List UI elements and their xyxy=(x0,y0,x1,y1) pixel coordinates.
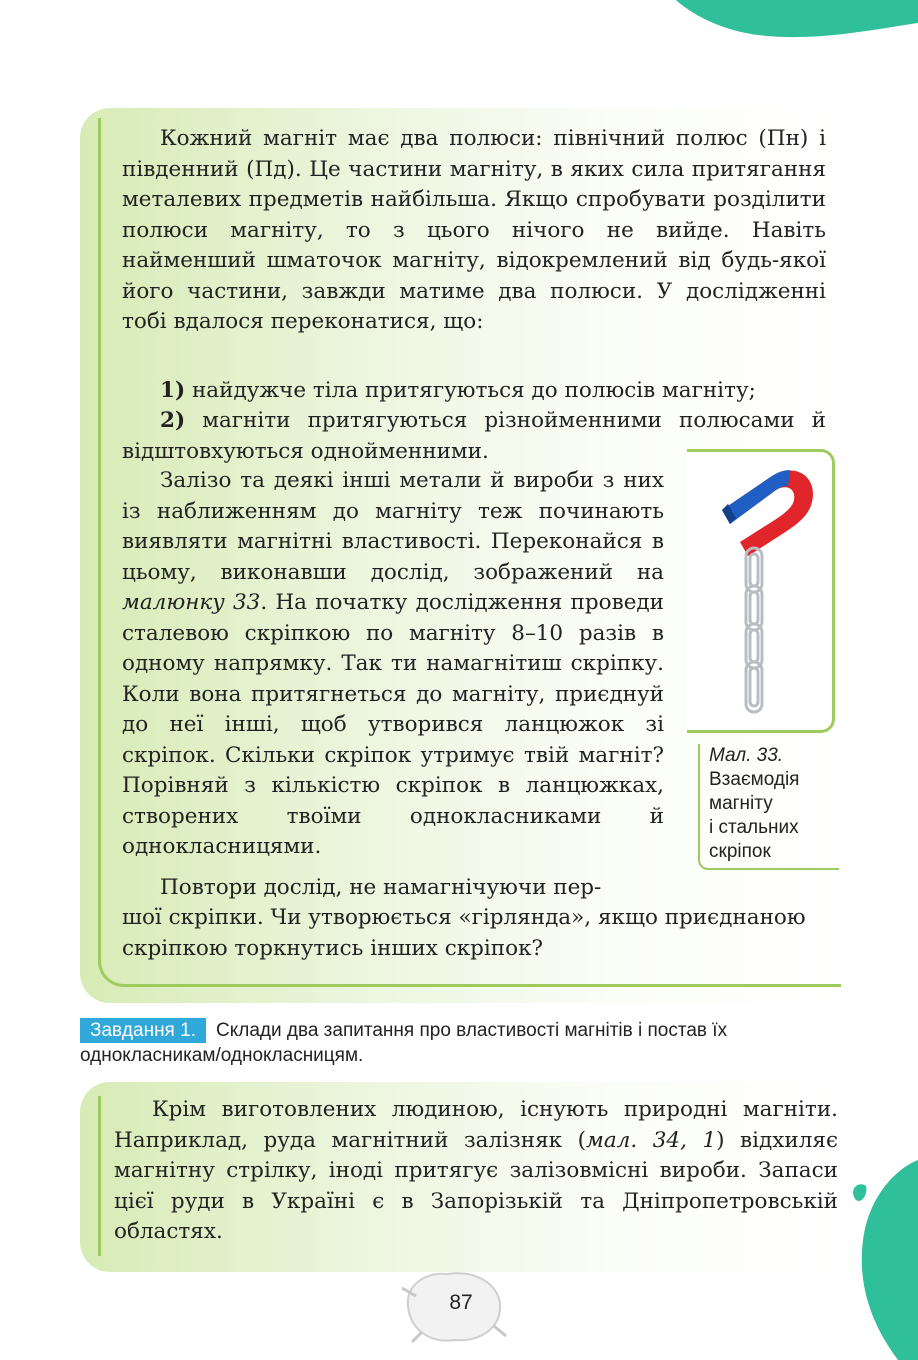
caption-line: скріпок xyxy=(709,841,771,862)
paragraph-poles: Кожний магніт має два полюси: північний полюс (Пн) і південний (Пд). Це частини магніту, в яких сила притягання металевих предметів найбільша. Якщо спробувати розділити полюси магніту, то з цього нічого не вийде. Навіть найменший шматочок магніту, відокремлений від будь-якої його частини, завжди матиме два полюси. У дослідженні тобі вдалося переконатися, що: xyxy=(122,126,826,334)
paragraph-repeat-line2: шої скріпки. Чи утворюється «гірлянда», якщо приєднаною скріпкою торкнутись інших скріпок? xyxy=(122,905,806,961)
paragraph-repeat-line1: Повтори дослід, не намагнічуючи пер- xyxy=(160,875,602,900)
natural-magnets-text-a: Крім виготовлених людиною, існують природні магніти. Наприклад, руда магнітний залізняк ( xyxy=(114,1097,838,1153)
page-number: 87 xyxy=(449,1291,473,1314)
figure-reference-33: малюнку 33 xyxy=(122,590,261,615)
caption-line: Взаємодія xyxy=(709,769,800,790)
paragraph-natural-magnets xyxy=(114,1095,838,1248)
decorative-teal-blob-top xyxy=(638,0,918,55)
list-number-2: 2) xyxy=(160,408,186,433)
paragraph-experiment xyxy=(122,466,664,863)
experiment-text-b: . На початку дослідження проведи сталевою скріпкою по магніту 8–10 разів в одному напрямку. Так ти намагнітиш скріпку. Коли вона притягнеться до магніту, приєднуй до неї інші, щоб утворився ланцюжок зі скріпок. Скільки скріпок утримує твій магніт? Порівняй з кількістю скріпок в ланцюжках, створених твоїми однокласниками й однокласницями. xyxy=(122,590,664,859)
list-text-2: магніти притягуються різнойменними полюсами й відштовхуються однойменними. xyxy=(122,408,826,464)
figure-caption xyxy=(698,744,839,870)
experiment-text-a: Залізо та деякі інші метали й вироби з них із наближенням до магніту теж починають виявляти магнітні властивості. Переконайся в цьому, виконавши дослід, зображений на xyxy=(122,468,664,585)
natural-magnets-text-b: ) відхиляє магнітну стрілку, іноді притягує залізовмісні вироби. Запаси цієї руди в Україні є в Запорізькій та Дніпропетровській областях. xyxy=(114,1127,838,1244)
panel-2-border xyxy=(98,1096,101,1256)
task-block xyxy=(80,1018,850,1068)
list-number-1: 1) xyxy=(160,378,186,403)
magnet-paperclips-illustration xyxy=(700,458,830,726)
horseshoe-magnet-icon xyxy=(722,470,813,556)
task-label: Завдання 1. xyxy=(80,1018,206,1043)
list-item-1 xyxy=(122,376,826,407)
list-text-1: найдужче тіла притягуються до полюсів магніту; xyxy=(185,378,756,403)
figure-reference-34: мал. 34, 1 xyxy=(586,1127,717,1153)
task-text: Склади два запитання про властивості магнітів і постав їх однокласникам/однокласницям. xyxy=(80,1020,728,1066)
decorative-teal-blob-right xyxy=(838,1160,918,1360)
caption-line: магніту xyxy=(709,793,773,814)
caption-line: і стальних xyxy=(709,817,799,838)
paperclip-chain-icon xyxy=(746,548,762,712)
caption-title: Мал. 33. xyxy=(709,745,784,766)
